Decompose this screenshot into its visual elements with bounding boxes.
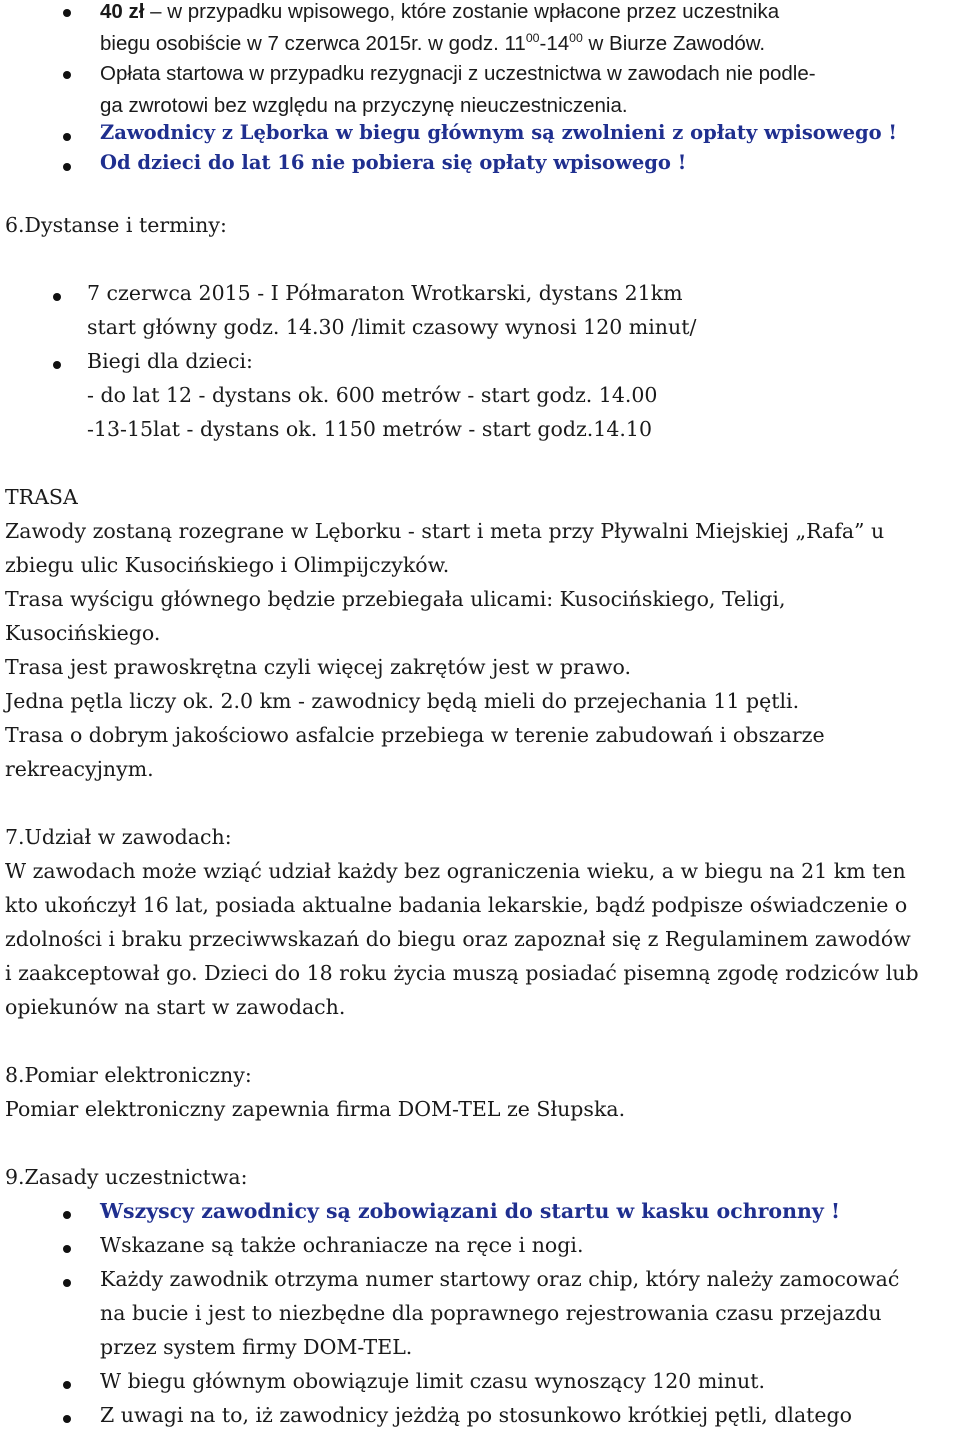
- section-8-heading: 8.Pomiar elektroniczny:: [5, 1063, 252, 1087]
- fee-item-1-text: – w przypadku wpisowego, które zostanie wpłacone przez uczestnika: [144, 0, 780, 23]
- trasa-line: rekreacyjnym.: [5, 757, 154, 781]
- fee-item-1-line-2: [100, 32, 765, 56]
- distance-item-2-line-1: Biegi dla dzieci:: [87, 349, 253, 373]
- trasa-line: Kusocińskiego.: [5, 621, 161, 645]
- section-7-heading: 7.Udział w zawodach:: [5, 825, 232, 849]
- section-7-line: W zawodach może wziąć udział każdy bez ograniczenia wieku, a w biegu na 21 km ten: [5, 859, 906, 883]
- rule-chip-line-1: Każdy zawodnik otrzyma numer startowy oraz chip, który należy zamocować: [100, 1267, 900, 1291]
- fee-item-1-text-b: w Biurze Zawodów.: [582, 32, 766, 55]
- distance-item-1-line-1: 7 czerwca 2015 - I Półmaraton Wrotkarski, dystans 21km: [87, 281, 683, 305]
- trasa-heading: TRASA: [5, 485, 78, 509]
- trasa-line: Trasa wyścigu głównego będzie przebiegała ulicami: Kusocińskiego, Teligi,: [5, 587, 786, 611]
- section-8-line: Pomiar elektroniczny zapewnia firma DOM-TEL ze Słupska.: [5, 1097, 626, 1121]
- section-9-heading: 9.Zasady uczestnictwa:: [5, 1165, 248, 1189]
- time-sup-1: 00: [525, 31, 540, 46]
- bullet-icon: [53, 293, 61, 301]
- fee-item-4: Od dzieci do lat 16 nie pobiera się opłaty wpisowego !: [100, 151, 687, 174]
- bullet-icon: [63, 1211, 71, 1219]
- fee-item-1-text-a: biegu osobiście w 7 czerwca 2015r. w godz. 11: [100, 32, 526, 55]
- section-7-line: zdolności i braku przeciwwskazań do biegu oraz zapoznał się z Regulaminem zawodów: [5, 927, 911, 951]
- section-6-heading: 6.Dystanse i terminy:: [5, 213, 227, 237]
- bullet-icon: [53, 361, 61, 369]
- time-sup-2: 00: [569, 31, 583, 46]
- bullet-icon: [63, 1245, 71, 1253]
- fee-amount: 40 zł: [100, 0, 145, 23]
- rule-short-loop: Z uwagi na to, iż zawodnicy jeżdżą po stosunkowo krótkiej pętli, dlatego: [100, 1403, 853, 1427]
- bullet-icon: [63, 163, 71, 171]
- bullet-icon: [63, 1415, 71, 1423]
- trasa-line: Trasa o dobrym jakościowo asfalcie przebiega w terenie zabudowań i obszarze: [5, 723, 825, 747]
- section-7-line: opiekunów na start w zawodach.: [5, 995, 346, 1019]
- fee-item-2-line-2: ga zwrotowi bez względu na przyczynę nieuczestniczenia.: [100, 94, 628, 117]
- distance-item-2-line-3: -13-15lat - dystans ok. 1150 metrów - start godz.14.10: [87, 417, 652, 441]
- rule-chip-line-3: przez system firmy DOM-TEL.: [100, 1335, 413, 1359]
- trasa-line: Zawody zostaną rozegrane w Lęborku - start i meta przy Pływalni Miejskiej „Rafa” u: [5, 519, 885, 543]
- trasa-line: Trasa jest prawoskrętna czyli więcej zakrętów jest w prawo.: [5, 655, 632, 679]
- rule-protectors: Wskazane są także ochraniacze na ręce i nogi.: [100, 1233, 584, 1257]
- section-7-line: kto ukończył 16 lat, posiada aktualne badania lekarskie, bądź podpisze oświadczenie o: [5, 893, 908, 917]
- rule-helmet: Wszyscy zawodnicy są zobowiązani do startu w kasku ochronny !: [100, 1199, 840, 1223]
- rule-chip-line-2: na bucie i jest to niezbędne dla poprawnego rejestrowania czasu przejazdu: [100, 1301, 882, 1325]
- bullet-icon: [63, 9, 71, 17]
- fee-item-1-line-1: [100, 0, 779, 24]
- time-mid: -14: [539, 32, 570, 55]
- bullet-icon: [63, 1279, 71, 1287]
- section-7-line: i zaakceptował go. Dzieci do 18 roku życia muszą posiadać pisemną zgodę rodziców lub: [5, 961, 919, 985]
- trasa-line: zbiegu ulic Kusocińskiego i Olimpijczyków.: [5, 553, 450, 577]
- distance-item-1-line-2: start główny godz. 14.30 /limit czasowy wynosi 120 minut/: [87, 315, 697, 339]
- fee-item-2-line-1: Opłata startowa w przypadku rezygnacji z uczestnictwa w zawodach nie podle-: [100, 62, 816, 85]
- distance-item-2-line-2: - do lat 12 - dystans ok. 600 metrów - start godz. 14.00: [87, 383, 658, 407]
- trasa-line: Jedna pętla liczy ok. 2.0 km - zawodnicy będą mieli do przejechania 11 pętli.: [5, 689, 800, 713]
- bullet-icon: [63, 133, 71, 141]
- bullet-icon: [63, 71, 71, 79]
- rule-time-limit: W biegu głównym obowiązuje limit czasu wynoszący 120 minut.: [100, 1369, 765, 1393]
- fee-item-3: Zawodnicy z Lęborka w biegu głównym są zwolnieni z opłaty wpisowego !: [100, 121, 897, 144]
- bullet-icon: [63, 1381, 71, 1389]
